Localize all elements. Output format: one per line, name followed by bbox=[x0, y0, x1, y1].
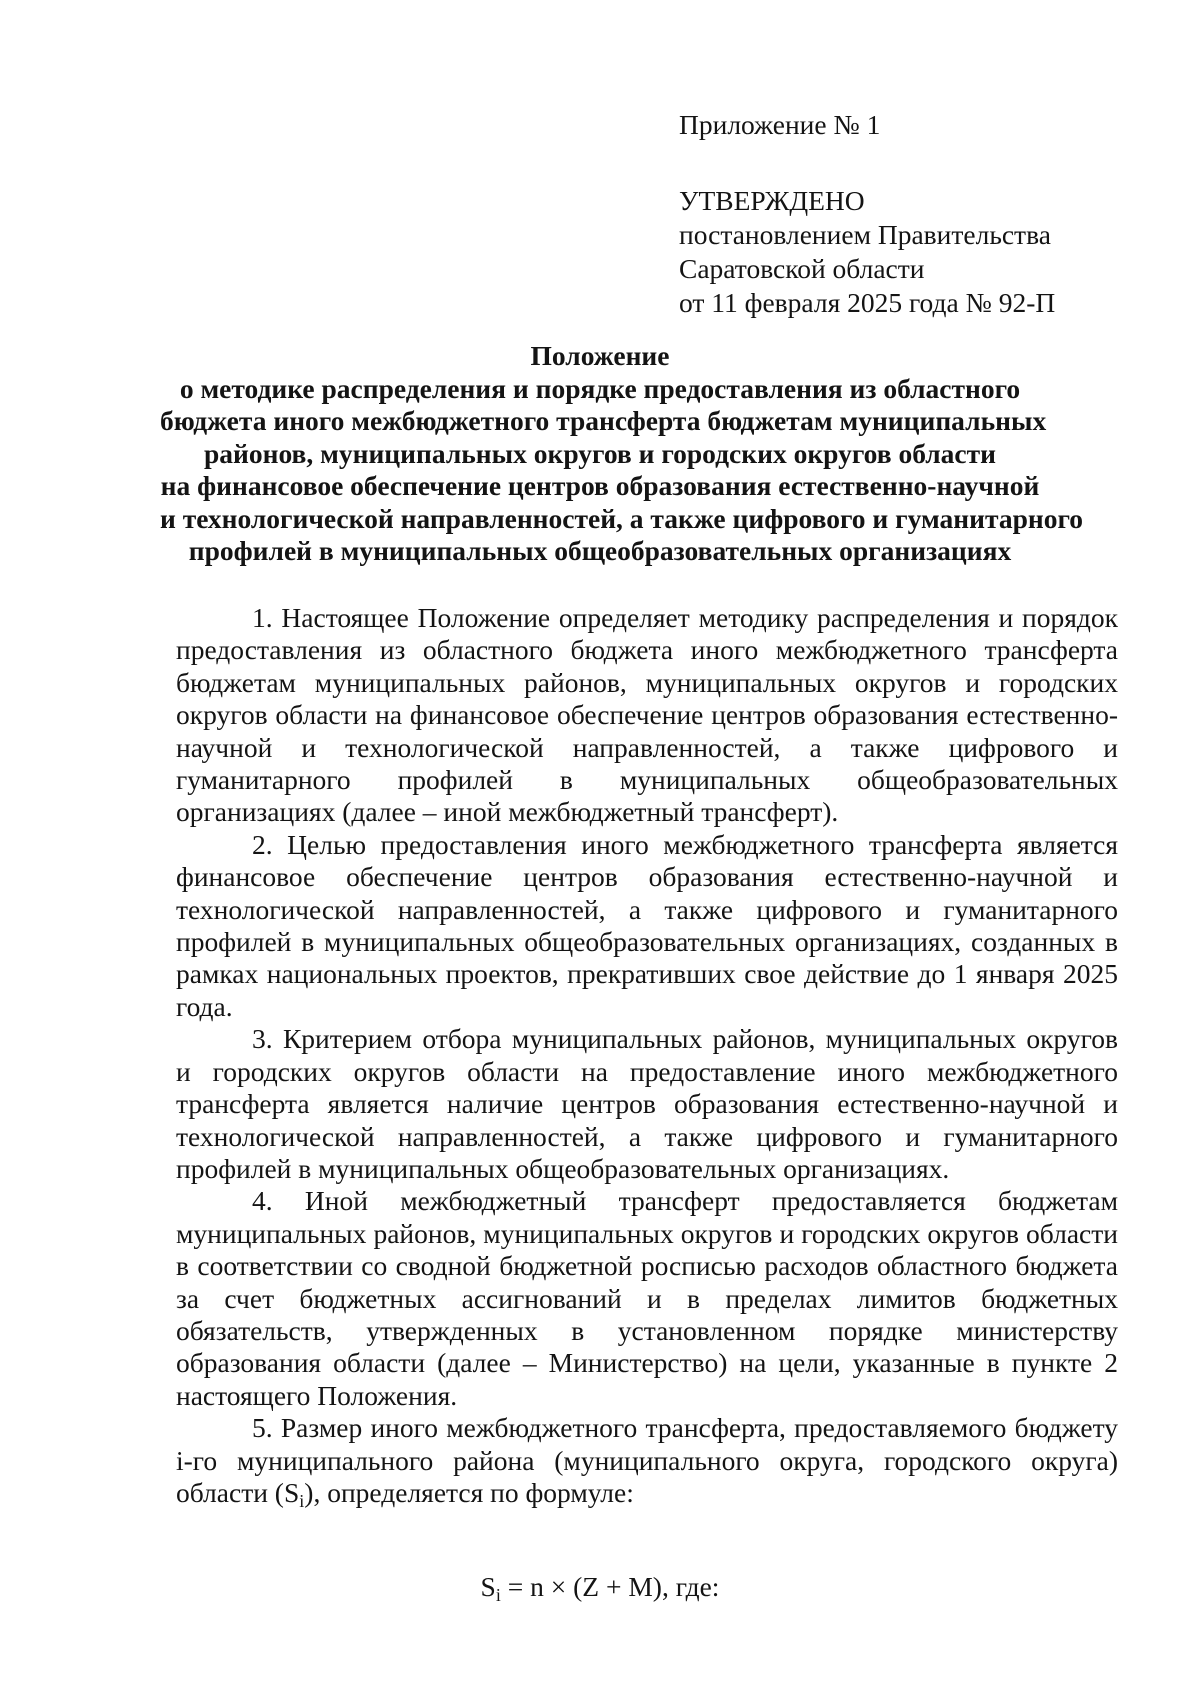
formula-lhs: S bbox=[480, 1571, 496, 1602]
formula-rhs: = n × (Z + M), где: bbox=[500, 1571, 720, 1602]
title-line-2: о методике распределения и порядке предоставления из областного bbox=[179, 372, 1021, 404]
title-line-5: на финансовое обеспечение центров образования естественно-научной bbox=[160, 470, 1040, 501]
document-title bbox=[160, 340, 1084, 568]
approval-block bbox=[679, 108, 1159, 320]
paragraph-1: 1. Настоящее Положение определяет методику распределения и порядок предоставления из областного бюджета иного межбюджетного трансферта бюджетам муниципальных районов, муниципальных округов и городских округов области на финансовое обеспечение центров образования естественно-научной и технологической направленностей, а также цифрового и гуманитарного профилей в муниципальных общеобразовательных организациях (далее – иной межбюджетный трансферт). bbox=[176, 602, 1118, 828]
document-body bbox=[176, 602, 1118, 1517]
title-line-3: бюджета иного межбюджетного трансферта бюджетам муниципальных bbox=[160, 405, 1047, 436]
approved-by-line-2: Саратовской области bbox=[679, 253, 925, 284]
title-line-4: районов, муниципальных округов и городских округов области bbox=[203, 437, 996, 469]
formula bbox=[0, 1570, 1200, 1612]
approved-by-line-1: постановлением Правительства bbox=[679, 219, 1051, 250]
title-line-7: профилей в муниципальных общеобразовательных организациях bbox=[188, 535, 1012, 566]
title-line-6: и технологической направленностей, а также цифрового и гуманитарного bbox=[160, 502, 1084, 534]
paragraph-3: 3. Критерием отбора муниципальных районов, муниципальных округов и городских округов области на предоставление иного межбюджетного трансферта является наличие центров образования естественно-научной и технологической направленностей, а также цифрового и гуманитарного профилей в муниципальных общеобразовательных организациях. bbox=[176, 1023, 1118, 1184]
paragraph-5-text-start: 5. Размер иного межбюджетного трансферта, предоставляемого бюджету i-го муниципального района (муниципального округа, городского округа) области (S bbox=[176, 1412, 1118, 1508]
paragraph-4: 4. Иной межбюджетный трансферт предоставляется бюджетам муниципальных районов, муниципальных округов и городских округов области в соответствии со сводной бюджетной росписью расходов областного бюджета за счет бюджетных ассигнований и в пределах лимитов бюджетных обязательств, утвержденных в установленном порядке министерству образования области (далее – Министерство) на цели, указанные в пункте 2 настоящего Положения. bbox=[176, 1185, 1118, 1411]
formula-lhs-subscript: i bbox=[495, 1585, 501, 1605]
paragraph-5 bbox=[176, 1412, 1118, 1517]
appendix-number: Приложение № 1 bbox=[679, 109, 881, 140]
approval-date: от 11 февраля 2025 года № 92-П bbox=[679, 287, 1056, 318]
paragraph-5-subscript: i bbox=[299, 1490, 305, 1511]
paragraph-2: 2. Целью предоставления иного межбюджетного трансферта является финансовое обеспечение центров образования естественно-научной и технологической направленностей, а также цифрового и гуманитарного профилей в муниципальных общеобразовательных организациях, созданных в рамках национальных проектов, прекративших свое действие до 1 января 2025 года. bbox=[176, 828, 1118, 1022]
paragraph-5-text-end: ), определяется по формуле: bbox=[304, 1476, 634, 1508]
title-line-1: Положение bbox=[530, 340, 670, 371]
approved-stamp-text: УТВЕРЖДЕНО bbox=[679, 185, 865, 216]
